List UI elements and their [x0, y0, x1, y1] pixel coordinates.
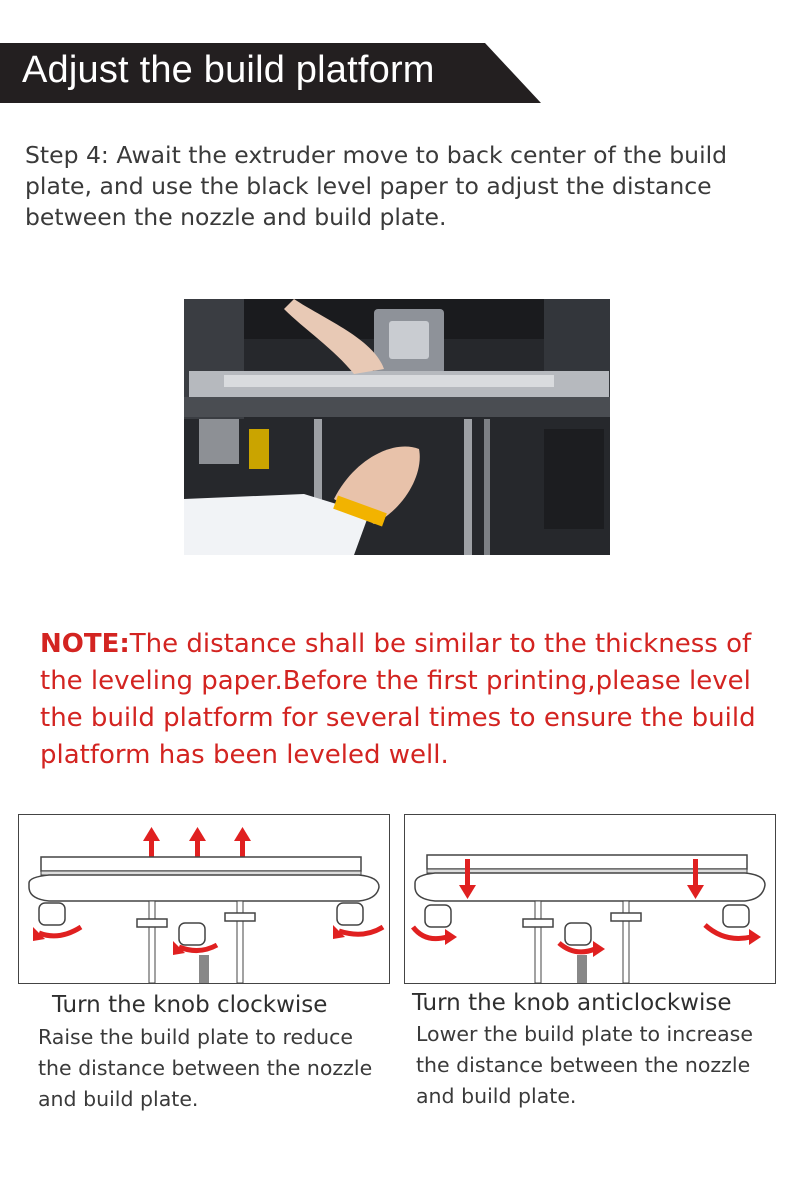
diagram-anticlockwise — [404, 814, 776, 984]
up-arrow-icon — [143, 827, 251, 861]
anticlockwise-description: Lower the build plate to increase the distance between the nozzle and build plate. — [416, 1022, 753, 1108]
note-text: The distance shall be similar to the thickness of the leveling paper.Before the first printing,please level the build platform for several times to ensure the build platform has been leveled well. — [40, 629, 756, 770]
printer-photo — [184, 299, 610, 555]
clockwise-description: Raise the build plate to reduce the distance between the nozzle and build plate. — [38, 1025, 373, 1111]
step-instruction: Step 4: Await the extruder move to back center of the build plate, and use the black level paper to adjust the distance between the nozzle and build plate. — [25, 141, 728, 231]
clockwise-diagram-art — [19, 815, 389, 983]
page-title: Adjust the build platform — [22, 49, 435, 91]
anticlockwise-diagram-art — [405, 815, 775, 983]
anticlockwise-title: Turn the knob anticlockwise — [412, 990, 732, 1016]
clockwise-title: Turn the knob clockwise — [52, 992, 328, 1018]
section-header — [0, 43, 541, 103]
note-label: NOTE: — [40, 629, 130, 659]
diagram-clockwise — [18, 814, 390, 984]
note-paragraph — [40, 626, 780, 774]
